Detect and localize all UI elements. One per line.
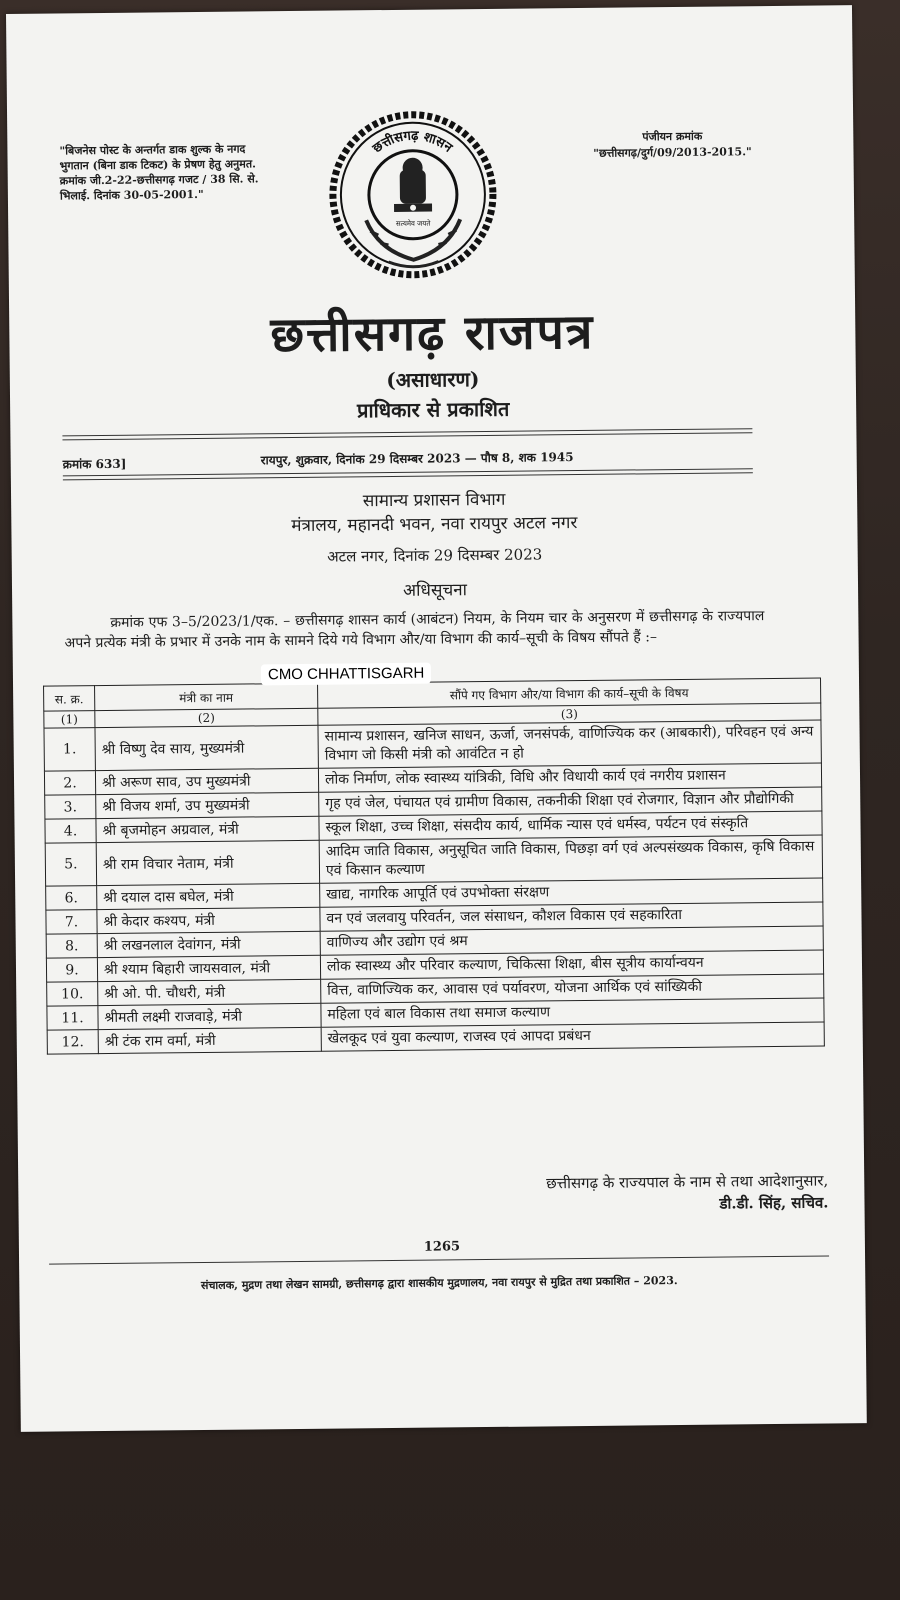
emblem-top-text: छत्तीसगढ़ शासन [370, 128, 455, 157]
row-serial: 9. [46, 958, 97, 983]
row-serial: 2. [44, 771, 95, 796]
row-serial: 4. [45, 819, 96, 844]
row-minister: श्री विष्णु देव साय, मुख्यमंत्री [95, 725, 318, 770]
index-2: (2) [95, 708, 318, 727]
row-departments: वित्त, वाणिज्यिक कर, आवास एवं पर्यावरण, योजना आर्थिक एवं सांख्यिकी [321, 974, 824, 1003]
row-minister: श्रीमती लक्ष्मी राजवाड़े, मंत्री [98, 1003, 321, 1029]
row-serial: 5. [45, 843, 96, 887]
row-serial: 8. [46, 934, 97, 959]
gazette-type: (असाधारण) [386, 367, 480, 393]
signoff-block [448, 1169, 828, 1217]
postal-note: "बिजनेस पोस्ट के अन्तर्गत डाक शुल्क के नगद भुगतान (बिना डाक टिकट) के प्रेषण हेतु अनुमत. क्रमांक जी.2-22-छत्तीसगढ़ गजट / 38 सि. से. भिलाई. दिनांक 30-05-2001." [59, 142, 259, 203]
issue-date: रायपुर, शुक्रवार, दिनांक 29 दिसम्बर 2023 — पौष 8, शक 1945 [260, 450, 574, 468]
row-minister: श्री टंक राम वर्मा, मंत्री [98, 1027, 321, 1053]
row-minister: श्री श्याम बिहारी जायसवाल, मंत्री [97, 955, 320, 981]
state-emblem-icon [327, 109, 499, 281]
row-serial: 3. [45, 795, 96, 820]
registration-number: "छत्तीसगढ़/दुर्ग/09/2013-2015." [593, 145, 752, 160]
signoff-line: छत्तीसगढ़ के राज्यपाल के नाम से तथा आदेशानुसार, [546, 1171, 829, 1193]
header-departments: सौंपे गए विभाग और/या विभाग की कार्य–सूची के विषय [318, 678, 821, 708]
place-date: अटल नगर, दिनांक 29 दिसम्बर 2023 [327, 545, 543, 566]
registration-label: पंजीयन क्रमांक [642, 129, 703, 144]
department-name: सामान्य प्रशासन विभाग [362, 489, 506, 512]
row-serial: 11. [47, 1006, 98, 1031]
row-departments: खाद्य, नागरिक आपूर्ति एवं उपभोक्ता संरक्षण [320, 878, 823, 907]
row-serial: 7. [46, 910, 97, 935]
row-minister: श्री राम विचार नेताम, मंत्री [96, 840, 319, 885]
row-departments: लोक स्वास्थ्य और परिवार कल्याण, चिकित्सा शिक्षा, बीस सूत्रीय कार्यान्वयन [320, 950, 823, 979]
row-departments: महिला एवं बाल विकास तथा समाज कल्याण [321, 998, 824, 1027]
row-departments: आदिम जाति विकास, अनुसूचित जाति विकास, पिछड़ा वर्ग एवं अल्पसंख्यक विकास, कृषि विकास एवं किसान कल्याण [319, 835, 822, 883]
row-serial: 12. [47, 1030, 98, 1055]
row-serial: 10. [47, 982, 98, 1007]
row-departments: लोक निर्माण, लोक स्वास्थ्य यांत्रिकी, विधि और विधायी कार्य एवं नगरीय प्रशासन [318, 763, 821, 792]
row-departments: खेलकूद एवं युवा कल्याण, राजस्व एवं आपदा प्रबंधन [321, 1022, 824, 1051]
row-minister: श्री दयाल दास बघेल, मंत्री [97, 883, 320, 909]
row-serial: 6. [46, 886, 97, 911]
row-minister: श्री केदार कश्यप, मंत्री [97, 907, 320, 933]
department-address: मंत्रालय, महानदी भवन, नवा रायपुर अटल नगर [291, 513, 578, 537]
svg-text:छत्तीसगढ़ शासन [369, 128, 455, 157]
printer-footer: संचालक, मुद्रण तथा लेखन सामग्री, छत्तीसगढ़ द्वारा शासकीय मुद्रणालय, नवा रायपुर से मुद्रित तथा प्रकाशित – 2023. [200, 1274, 678, 1293]
registration-block [562, 128, 782, 162]
page-number: 1265 [423, 1239, 461, 1255]
header-serial: स. क्र. [44, 686, 95, 712]
gazette-page [6, 5, 867, 1432]
gazette-authority: प्राधिकार से प्रकाशित [356, 396, 510, 423]
signatory: डी.डी. सिंह, सचिव. [719, 1193, 829, 1213]
row-minister: श्री बृजमोहन अग्रवाल, मंत्री [96, 816, 319, 842]
row-departments: वाणिज्य और उद्योग एवं श्रम [320, 926, 823, 955]
row-minister: श्री अरूण साव, उप मुख्यमंत्री [95, 768, 318, 794]
index-3: (3) [318, 703, 821, 725]
gazette-title: छत्तीसगढ़ राजपत्र [270, 303, 595, 364]
row-serial: 1. [44, 728, 95, 772]
row-minister: श्री विजय शर्मा, उप मुख्यमंत्री [96, 792, 319, 818]
allocation-table [43, 678, 825, 1055]
row-departments: सामान्य प्रशासन, खनिज साधन, ऊर्जा, जनसंपर्क, वाणिज्यिक कर (आबकारी), परिवहन एवं अन्य विभाग जो किसी मंत्री को आवंटित न हो [318, 720, 821, 768]
row-departments: गृह एवं जेल, पंचायत एवं ग्रामीण विकास, तकनीकी शिक्षा एवं रोजगार, विज्ञान और प्रौद्योगिकी [319, 787, 822, 816]
emblem-motto: सत्यमेव जयते [395, 219, 431, 228]
row-minister: श्री लखनलाल देवांगन, मंत्री [97, 931, 320, 957]
index-1: (1) [44, 711, 95, 729]
notification-text: क्रमांक एफ 3–5/2023/1/एक. – छत्तीसगढ़ शासन कार्य (आबंटन) नियम, के नियम चार के अनुसरण में छत्तीसगढ़ के राज्यपाल अपने प्रत्येक मंत्री के प्रभार में उनके नाम के सामने दिये गये विभाग और/या विभाग की कार्य–सूची के विषय सौंपते हैं :– [64, 608, 765, 652]
row-departments: स्कूल शिक्षा, उच्च शिक्षा, संसदीय कार्य, धार्मिक न्यास एवं धर्मस्व, पर्यटन एवं संस्कृति [319, 811, 822, 840]
watermark-label: CMO CHHATTISGARH [261, 663, 432, 686]
header-minister: मंत्री का नाम [95, 683, 318, 710]
row-departments: वन एवं जलवायु परिवर्तन, जल संसाधन, कौशल विकास एवं सहकारिता [320, 902, 823, 931]
notification-heading: अधिसूचना [402, 580, 468, 601]
row-minister: श्री ओ. पी. चौधरी, मंत्री [98, 979, 321, 1005]
issue-number: क्रमांक 633] [62, 456, 127, 472]
